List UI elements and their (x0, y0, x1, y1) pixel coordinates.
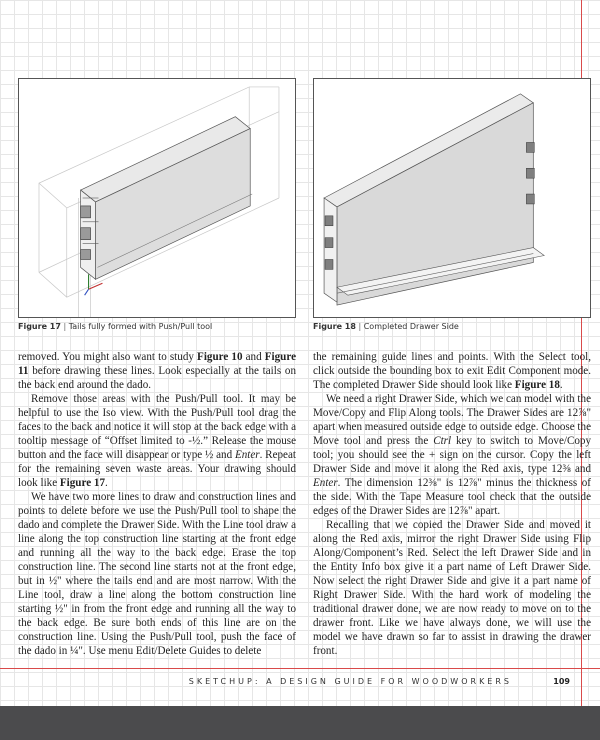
figure-18-number: Figure 18 (313, 322, 356, 331)
page-number: 109 (553, 677, 570, 686)
body-paragraph (313, 350, 591, 392)
emphasis-text: Enter (313, 477, 338, 489)
text-run: We have two more lines to draw and construction lines and points to delete before we use the Push/Pull tool to shape the dado and complete the Drawer Side. With the Line tool draw a line along the top construction line starting at the front edge and running all the way to the back edge. Erase the top construction line. The second line starts not at the front edge, but in ½" where the tails end and are most narrow. With the Line tool, draw a line along the bottom construction line starting ½" in from the front edge and running all the way to the back edge. Be sure both ends of this line are on the construction line. Using the Push/Pull tool, push the face of the dado in ¼". Use menu Edit/Delete Guides to delete (18, 491, 296, 657)
text-run: . (559, 379, 563, 391)
text-run: Remove those areas with the Push/Pull tool. It may be helpful to use the Iso view. With the Push/Pull tool drag the faces to the back and notice it will stop at the back edge with a tooltip message of “Offset limited to -½.” Release the mouse button and the face will disappear or type ½ and (18, 393, 296, 461)
figure-reference: Figure 18 (514, 379, 560, 391)
emphasis-text: Enter (234, 449, 260, 461)
margin-guide-horizontal (0, 668, 600, 669)
text-run: the remaining guide lines and points. With the Select tool, click outside the bounding box to exit Edit Component mode. The completed Drawer Side should look like (313, 351, 591, 391)
text-run: . The dimension 12⅜" is 12⅞" minus the thickness of the side. With the Tape Measure tool check that the outside edges of the Drawer Sides are 12⅞" apart. (313, 477, 591, 517)
figure-reference: Figure 17 (59, 477, 105, 489)
body-paragraph (313, 518, 591, 658)
caption-separator: | (63, 322, 67, 331)
running-head: SKETCHUP: A DESIGN GUIDE FOR WOODWORKERS (188, 677, 512, 686)
footer-bar (0, 706, 600, 740)
figure-17-caption (18, 322, 296, 331)
figure-reference: Figure 11 (18, 351, 297, 377)
text-run: . (105, 477, 108, 489)
text-run: . Repeat for the remaining seven waste areas. Your drawing should look like (18, 449, 296, 489)
figure-17-caption-text: Tails fully formed with Push/Pull tool (68, 322, 213, 331)
drawer-side-with-bounding-box (19, 79, 295, 317)
text-run: Recalling that we copied the Drawer Side and moved it along the Red axis, mirror the right Drawer Side using Flip Along/Component’s Red. Select the left Drawer Side and in the Entity Info box give it a part name of Left Drawer Side. Now select the right Drawer Side and give it a part name of Right Drawer Side. With the hard work of modeling the traditional drawer done, we are now ready to move on to the drawer front. Like we have always done, we will use the model we have drawn so far to assist in drawing the drawer front. (313, 519, 591, 657)
text-run: We need a right Drawer Side, which we can model with the Move/Copy and Flip Along tools. The Drawer Sides are 12⅞" apart when measured outside edge to outside edge. Choose the Move tool and press the (313, 393, 591, 447)
figure-18-caption-text: Completed Drawer Side (363, 322, 459, 331)
text-run: and (242, 351, 265, 363)
figure-17-image (18, 78, 296, 318)
text-run: removed. You might also want to study (18, 351, 198, 363)
body-paragraph (313, 392, 591, 518)
figure-18-caption (313, 322, 591, 331)
figure-reference: Figure 10 (197, 351, 243, 363)
body-paragraph (18, 392, 296, 490)
figure-18-image (313, 78, 591, 318)
body-paragraph (18, 490, 296, 658)
emphasis-text: Ctrl (433, 435, 452, 447)
text-column-left (18, 350, 296, 658)
figure-17-number: Figure 17 (18, 322, 61, 331)
text-run: before drawing these lines. Look especially at the tails on the back end around the dado. (18, 365, 296, 391)
body-paragraph (18, 350, 296, 392)
text-column-right (313, 350, 591, 658)
completed-drawer-side (314, 79, 590, 317)
text-run: key to switch to Move/Copy tool; you should see the + sign on the cursor. Copy the left Drawer Side and move it along the Red axis, type 12⅜ and (313, 435, 591, 475)
caption-separator: | (358, 322, 362, 331)
